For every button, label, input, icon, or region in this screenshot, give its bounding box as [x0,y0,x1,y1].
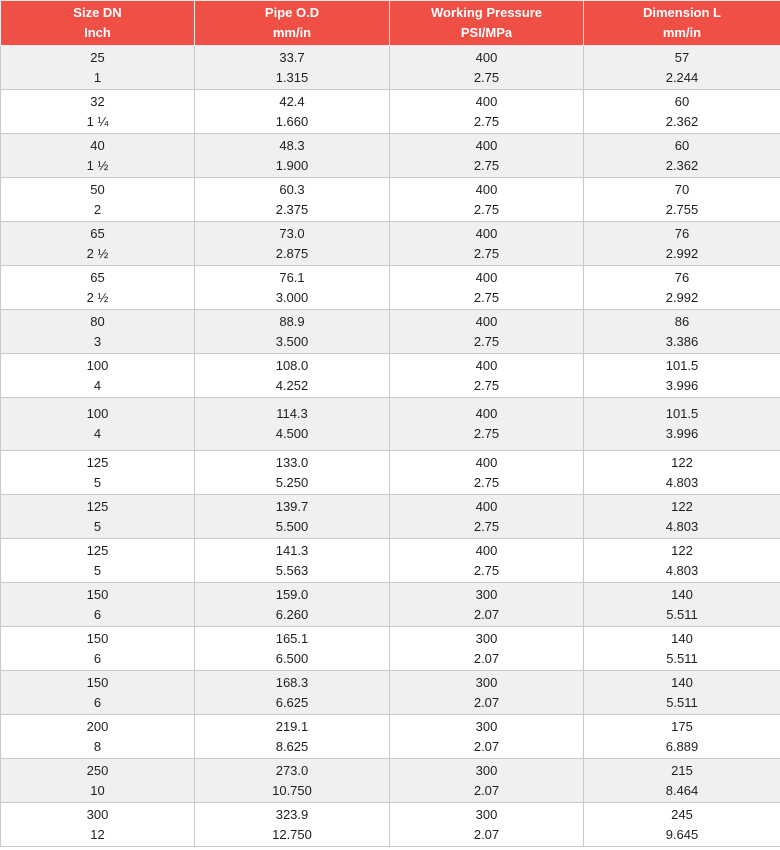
cell-working-pressure-imperial: 2.07 [473,738,500,754]
cell-working-pressure-metric: 400 [475,498,498,514]
cell-size-dn-metric: 100 [86,357,109,373]
cell-working-pressure-metric: 400 [475,93,498,109]
cell-dimension-l-metric: 140 [671,630,693,646]
cell-size-dn [1,90,195,134]
cell-pipe-od-imperial: 3.000 [275,289,309,305]
cell-pipe-od [195,222,390,266]
cell-pipe-od [195,583,390,627]
cell-working-pressure-imperial: 2.75 [473,518,500,534]
cell-working-pressure [390,266,584,310]
cell-size-dn [1,222,195,266]
cell-dimension-l-metric: 101.5 [665,357,699,373]
cell-size-dn-imperial: 1 ¼ [86,113,109,129]
cell-size-dn-metric: 80 [90,313,105,329]
cell-size-dn-imperial: 3 [93,333,102,349]
cell-dimension-l [584,627,780,671]
cell-dimension-l-metric: 175 [671,718,693,734]
cell-pipe-od-metric: 133.0 [275,454,309,470]
cell-pipe-od-imperial: 2.875 [275,245,309,261]
cell-dimension-l-metric: 101.5 [665,406,699,421]
cell-pipe-od-imperial: 12.750 [272,826,312,842]
cell-working-pressure-imperial: 2.07 [473,782,500,798]
cell-working-pressure-imperial: 2.75 [473,377,500,393]
cell-size-dn [1,803,195,847]
cell-dimension-l-imperial: 2.755 [665,201,699,217]
cell-pipe-od-metric: 60.3 [279,181,305,197]
cell-working-pressure [390,539,584,583]
cell-dimension-l-metric: 60 [674,93,690,109]
table-row [1,451,780,495]
cell-pipe-od-metric: 273.0 [275,762,309,778]
table-row [1,539,780,583]
cell-dimension-l [584,310,780,354]
cell-pipe-od-imperial: 1.660 [275,113,309,129]
cell-dimension-l [584,451,780,495]
cell-dimension-l-imperial: 3.996 [665,426,699,441]
cell-size-dn-metric: 40 [90,137,105,153]
cell-size-dn-imperial: 1 [93,69,102,85]
cell-working-pressure-metric: 400 [475,181,498,197]
cell-dimension-l-imperial: 3.996 [665,377,699,393]
cell-dimension-l [584,134,780,178]
cell-size-dn-metric: 65 [90,269,105,285]
cell-working-pressure-metric: 400 [475,313,498,329]
cell-size-dn [1,398,195,451]
cell-dimension-l [584,90,780,134]
cell-dimension-l [584,495,780,539]
cell-size-dn-imperial: 4 [93,377,102,393]
cell-size-dn [1,451,195,495]
cell-dimension-l-metric: 60 [674,137,690,153]
cell-size-dn-metric: 25 [90,49,105,65]
cell-dimension-l-metric: 215 [671,762,693,778]
cell-pipe-od-imperial: 4.500 [275,426,309,441]
cell-pipe-od [195,671,390,715]
cell-pipe-od-imperial: 8.625 [275,738,309,754]
cell-dimension-l-imperial: 2.992 [665,245,699,261]
cell-size-dn-metric: 125 [86,542,109,558]
cell-pipe-od-metric: 168.3 [275,674,309,690]
cell-working-pressure-metric: 400 [475,454,498,470]
cell-working-pressure-imperial: 2.75 [473,474,500,490]
cell-pipe-od-metric: 139.7 [275,498,309,514]
cell-size-dn-imperial: 2 [93,201,102,217]
header-pipe-od [195,1,390,46]
cell-dimension-l-metric: 76 [674,225,690,241]
table-row [1,46,780,90]
table-body [1,46,780,847]
header-dimension-l [584,1,780,46]
cell-pipe-od [195,134,390,178]
table-header [1,1,780,46]
cell-dimension-l-metric: 140 [671,674,693,690]
cell-dimension-l-imperial: 5.511 [666,650,698,666]
cell-size-dn-imperial: 6 [93,694,102,710]
cell-dimension-l-imperial: 2.362 [665,113,699,129]
cell-pipe-od [195,759,390,803]
cell-dimension-l-imperial: 6.889 [665,738,699,754]
cell-size-dn-metric: 200 [86,718,109,734]
cell-size-dn-metric: 125 [86,498,109,514]
cell-pipe-od-imperial: 1.900 [275,157,309,173]
cell-size-dn [1,310,195,354]
cell-size-dn [1,178,195,222]
cell-size-dn-imperial: 5 [93,518,102,534]
cell-working-pressure-imperial: 2.75 [473,69,500,85]
cell-size-dn-metric: 300 [86,806,109,822]
cell-working-pressure [390,715,584,759]
cell-size-dn-metric: 65 [90,225,105,241]
cell-size-dn-imperial: 2 ½ [86,245,109,261]
header-pipe-od-unit: mm/in [272,25,312,40]
header-size-dn-unit: Inch [84,25,111,40]
cell-working-pressure [390,354,584,398]
cell-dimension-l [584,715,780,759]
cell-working-pressure [390,495,584,539]
cell-dimension-l-metric: 122 [671,542,693,558]
cell-size-dn-metric: 150 [86,630,109,646]
cell-working-pressure-imperial: 2.07 [473,650,500,666]
cell-size-dn [1,627,195,671]
table-row [1,715,780,759]
cell-working-pressure [390,222,584,266]
cell-dimension-l-imperial: 2.992 [665,289,699,305]
header-dimension-l-title: Dimension L [642,5,721,20]
cell-pipe-od-metric: 33.7 [279,49,305,65]
cell-working-pressure-metric: 400 [475,49,498,65]
table-row [1,178,780,222]
cell-pipe-od [195,627,390,671]
cell-dimension-l-metric: 70 [674,181,690,197]
cell-working-pressure-metric: 400 [475,357,498,373]
cell-working-pressure-metric: 300 [475,586,498,602]
header-size-dn [1,1,195,46]
cell-working-pressure [390,178,584,222]
table-row [1,310,780,354]
cell-pipe-od [195,803,390,847]
cell-working-pressure [390,451,584,495]
cell-pipe-od-metric: 42.4 [279,93,305,109]
cell-size-dn [1,134,195,178]
cell-size-dn [1,583,195,627]
cell-working-pressure-imperial: 2.75 [473,562,500,578]
cell-working-pressure-metric: 400 [475,406,498,421]
cell-size-dn-imperial: 5 [93,562,102,578]
cell-size-dn [1,46,195,90]
cell-dimension-l [584,46,780,90]
cell-dimension-l-imperial: 4.803 [665,562,699,578]
cell-working-pressure [390,46,584,90]
cell-working-pressure [390,398,584,451]
cell-pipe-od-metric: 114.3 [276,406,308,421]
cell-size-dn-imperial: 12 [90,826,105,842]
cell-size-dn [1,671,195,715]
header-working-pressure [390,1,584,46]
cell-size-dn [1,266,195,310]
cell-pipe-od-imperial: 2.375 [275,201,309,217]
cell-pipe-od [195,495,390,539]
cell-pipe-od [195,90,390,134]
cell-working-pressure-imperial: 2.75 [473,157,500,173]
cell-dimension-l [584,759,780,803]
cell-pipe-od-metric: 48.3 [279,137,305,153]
cell-pipe-od [195,354,390,398]
cell-pipe-od-metric: 165.1 [275,630,309,646]
cell-working-pressure [390,310,584,354]
cell-working-pressure-imperial: 2.75 [473,333,500,349]
cell-dimension-l-imperial: 9.645 [665,826,699,842]
cell-working-pressure-imperial: 2.07 [473,694,500,710]
cell-working-pressure-metric: 300 [475,762,498,778]
cell-pipe-od [195,46,390,90]
cell-pipe-od-imperial: 10.750 [272,782,312,798]
cell-working-pressure-metric: 300 [475,630,498,646]
header-working-pressure-title: Working Pressure [430,5,543,20]
cell-working-pressure-imperial: 2.75 [473,289,500,305]
cell-working-pressure-imperial: 2.07 [473,826,500,842]
cell-working-pressure-imperial: 2.07 [473,606,500,622]
cell-working-pressure-metric: 400 [475,542,498,558]
table-row [1,671,780,715]
cell-working-pressure-imperial: 2.75 [473,201,500,217]
table-row [1,90,780,134]
cell-size-dn [1,715,195,759]
cell-dimension-l-metric: 140 [671,586,693,602]
cell-dimension-l [584,398,780,451]
cell-pipe-od-imperial: 5.250 [275,474,309,490]
cell-pipe-od [195,178,390,222]
cell-size-dn-imperial: 2 ½ [86,289,109,305]
cell-pipe-od-metric: 73.0 [279,225,305,241]
cell-dimension-l-imperial: 2.362 [665,157,699,173]
cell-working-pressure [390,583,584,627]
cell-dimension-l-imperial: 5.511 [666,694,698,710]
cell-working-pressure-metric: 400 [475,225,498,241]
cell-size-dn-imperial: 1 ½ [86,157,109,173]
cell-pipe-od-imperial: 5.563 [275,562,309,578]
cell-pipe-od [195,451,390,495]
cell-pipe-od-imperial: 1.315 [275,69,309,85]
header-pipe-od-title: Pipe O.D [264,5,320,20]
cell-size-dn-imperial: 5 [93,474,102,490]
header-size-dn-title: Size DN [73,5,122,20]
cell-dimension-l-metric: 122 [671,498,693,514]
cell-size-dn [1,354,195,398]
cell-dimension-l [584,354,780,398]
table-row [1,266,780,310]
cell-size-dn [1,759,195,803]
cell-dimension-l-imperial: 2.244 [665,69,699,85]
cell-size-dn-imperial: 4 [93,426,102,441]
cell-size-dn-imperial: 8 [93,738,102,754]
cell-working-pressure-imperial: 2.75 [473,245,500,261]
cell-working-pressure [390,90,584,134]
cell-working-pressure [390,759,584,803]
cell-dimension-l-imperial: 8.464 [665,782,699,798]
cell-pipe-od-imperial: 6.260 [275,606,309,622]
cell-size-dn-metric: 250 [86,762,109,778]
header-row [1,1,780,46]
cell-pipe-od [195,266,390,310]
cell-pipe-od-metric: 108.0 [275,357,309,373]
cell-pipe-od [195,539,390,583]
cell-working-pressure [390,134,584,178]
cell-dimension-l-metric: 76 [674,269,690,285]
cell-working-pressure-metric: 400 [475,137,498,153]
table-row [1,354,780,398]
cell-dimension-l-metric: 245 [671,806,693,822]
cell-working-pressure-metric: 400 [475,269,498,285]
cell-pipe-od [195,398,390,451]
cell-working-pressure-metric: 300 [475,674,498,690]
cell-size-dn-imperial: 10 [90,782,105,798]
cell-dimension-l-imperial: 4.803 [665,518,699,534]
cell-pipe-od-metric: 219.1 [275,718,309,734]
cell-size-dn-metric: 50 [90,181,105,197]
table-row [1,495,780,539]
cell-pipe-od-imperial: 5.500 [275,518,309,534]
cell-dimension-l [584,803,780,847]
cell-dimension-l [584,178,780,222]
cell-pipe-od-metric: 323.9 [275,806,309,822]
table-row [1,627,780,671]
cell-dimension-l [584,583,780,627]
table-row [1,759,780,803]
cell-dimension-l-imperial: 4.803 [665,474,699,490]
cell-pipe-od [195,715,390,759]
cell-pipe-od-metric: 88.9 [279,313,305,329]
cell-dimension-l-imperial: 3.386 [665,333,699,349]
table-row [1,134,780,178]
cell-pipe-od-imperial: 6.500 [275,650,309,666]
cell-pipe-od-metric: 159.0 [275,586,309,602]
cell-pipe-od-metric: 141.3 [275,542,309,558]
cell-dimension-l-metric: 57 [674,49,690,65]
table-row [1,583,780,627]
cell-size-dn-imperial: 6 [93,606,102,622]
header-working-pressure-unit: PSI/MPa [460,25,513,40]
cell-working-pressure [390,671,584,715]
table-row [1,222,780,266]
cell-size-dn-metric: 125 [86,454,109,470]
cell-dimension-l-metric: 122 [671,454,693,470]
cell-working-pressure [390,627,584,671]
cell-pipe-od-metric: 76.1 [279,269,305,285]
cell-size-dn-metric: 100 [86,406,109,421]
cell-working-pressure-metric: 300 [475,718,498,734]
cell-dimension-l [584,671,780,715]
cell-dimension-l [584,266,780,310]
header-dimension-l-unit: mm/in [662,25,702,40]
cell-dimension-l [584,222,780,266]
cell-working-pressure-imperial: 2.75 [473,113,500,129]
cell-pipe-od-imperial: 6.625 [275,694,309,710]
cell-dimension-l-imperial: 5.511 [666,606,698,622]
table-row [1,398,780,451]
cell-working-pressure-metric: 300 [475,806,498,822]
cell-size-dn [1,539,195,583]
cell-size-dn-metric: 150 [86,586,109,602]
cell-size-dn-imperial: 6 [93,650,102,666]
cell-dimension-l-metric: 86 [674,313,690,329]
cell-size-dn [1,495,195,539]
cell-working-pressure-imperial: 2.75 [473,426,500,441]
cell-pipe-od [195,310,390,354]
cell-size-dn-metric: 32 [90,93,105,109]
cell-dimension-l [584,539,780,583]
cell-pipe-od-imperial: 4.252 [275,377,309,393]
cell-pipe-od-imperial: 3.500 [275,333,309,349]
cell-size-dn-metric: 150 [86,674,109,690]
cell-working-pressure [390,803,584,847]
table-row [1,803,780,847]
